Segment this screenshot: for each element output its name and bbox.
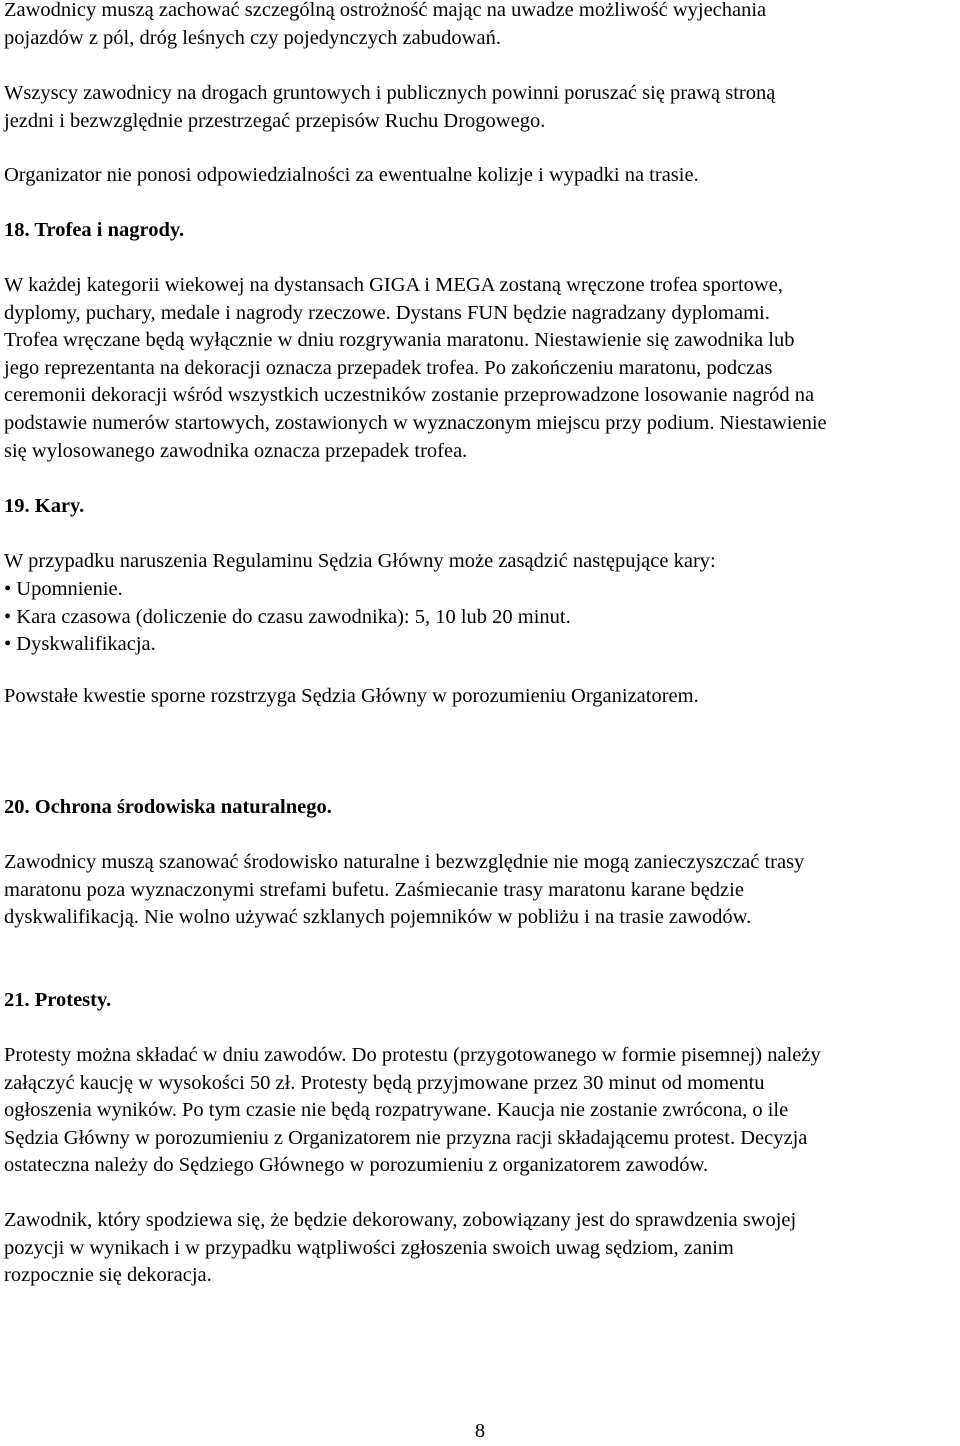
intro-paragraph-1 xyxy=(4,0,959,52)
intro-paragraph-2 xyxy=(4,80,959,135)
text-line: rozpocznie się dekoracja. xyxy=(4,1264,212,1287)
text-line: pojazdów z pól, dróg leśnych czy pojedynczych zabudowań. xyxy=(4,26,501,49)
text-line: Protesty można składać w dniu zawodów. Do protestu (przygotowanego w formie pisemnej) należy xyxy=(4,1044,821,1066)
text-line: Zawodnicy muszą szanować środowisko naturalne i bezwzględnie nie mogą zanieczyszczać trasy xyxy=(4,851,805,873)
text-line: się wylosowanego zawodnika oznacza przepadek trofea. xyxy=(4,439,468,462)
list-item: • Kara czasowa (doliczenie do czasu zawodnika): 5, 10 lub 20 minut. xyxy=(4,605,571,628)
intro-paragraph-3 xyxy=(4,162,959,190)
section-19-heading: 19. Kary. xyxy=(4,495,85,517)
text-line: dyplomy, puchary, medale i nagrody rzeczowe. Dystans FUN będzie nagradzany dyplomami. xyxy=(4,301,770,324)
text-line: ogłoszenia wyników. Po tym czasie nie będą rozpatrywane. Kaucja nie zostanie zwrócona, o ile xyxy=(4,1099,789,1122)
text-line: pozycji w wynikach i w przypadku wątpliwości zgłoszenia swoich uwag sędziom, zanim xyxy=(4,1236,734,1259)
text-line: załączyć kaucję w wysokości 50 zł. Protesty będą przyjmowane przez 30 minut od momentu xyxy=(4,1071,765,1094)
section-19-intro: W przypadku naruszenia Regulaminu Sędzia Główny może zasądzić następujące kary: xyxy=(4,550,716,572)
text-line: ceremonii dekoracji wśród wszystkich uczestników zostanie przeprowadzone losowanie nagród na xyxy=(4,384,815,407)
section-21-paragraph-2 xyxy=(4,1207,959,1290)
section-21-heading: 21. Protesty. xyxy=(4,989,112,1011)
list-item: • Upomnienie. xyxy=(4,578,123,600)
section-20-heading: 20. Ochrona środowiska naturalnego. xyxy=(4,796,332,818)
penalty-list xyxy=(4,576,959,659)
text-line: ostateczna należy do Sędziego Głównego w porozumieniu z organizatorem zawodów. xyxy=(4,1154,709,1177)
page-number: 8 xyxy=(474,1420,486,1442)
text-line: Zawodnik, który spodziewa się, że będzie dekorowany, zobowiązany jest do sprawdzenia swojej xyxy=(4,1209,797,1231)
text-line: jego reprezentanta na dekoracji oznacza przepadek trofea. Po zakończeniu maratonu, podczas xyxy=(4,356,773,379)
text-line: Trofea wręczane będą wyłącznie w dniu rozgrywania maratonu. Niestawienie się zawodnika lub xyxy=(4,329,795,352)
text-line: maratonu poza wyznaczonymi strefami bufetu. Zaśmiecanie trasy maratonu karane będzie xyxy=(4,878,744,901)
section-18-body xyxy=(4,272,959,465)
section-19-closing: Powstałe kwestie sporne rozstrzyga Sędzia Główny w porozumieniu Organizatorem. xyxy=(4,685,699,707)
text-line: Wszyscy zawodnicy na drogach gruntowych i publicznych powinni poruszać się prawą stroną xyxy=(4,82,776,104)
section-21-paragraph-1 xyxy=(4,1042,959,1180)
text-line: Zawodnicy muszą zachować szczególną ostrożność mając na uwadze możliwość wyjechania xyxy=(4,0,767,21)
text-line: jezdni i bezwzględnie przestrzegać przepisów Ruchu Drogowego. xyxy=(4,109,546,132)
text-line: Organizator nie ponosi odpowiedzialności za ewentualne kolizje i wypadki na trasie. xyxy=(4,164,699,186)
list-item: • Dyskwalifikacja. xyxy=(4,633,156,656)
section-18-heading: 18. Trofea i nagrody. xyxy=(4,219,185,241)
text-line: Sędzia Główny w porozumieniu z Organizatorem nie przyzna racji składającemu protest. Decyzja xyxy=(4,1126,808,1149)
text-line: dyskwalifikacją. Nie wolno używać szklanych pojemników w pobliżu i na trasie zawodów. xyxy=(4,906,752,929)
text-line: W każdej kategorii wiekowej na dystansach GIGA i MEGA zostaną wręczone trofea sportowe, xyxy=(4,274,783,296)
section-20-body xyxy=(4,849,959,932)
text-line: podstawie numerów startowych, zostawionych w wyznaczonym miejscu przy podium. Niestawienie xyxy=(4,411,827,434)
